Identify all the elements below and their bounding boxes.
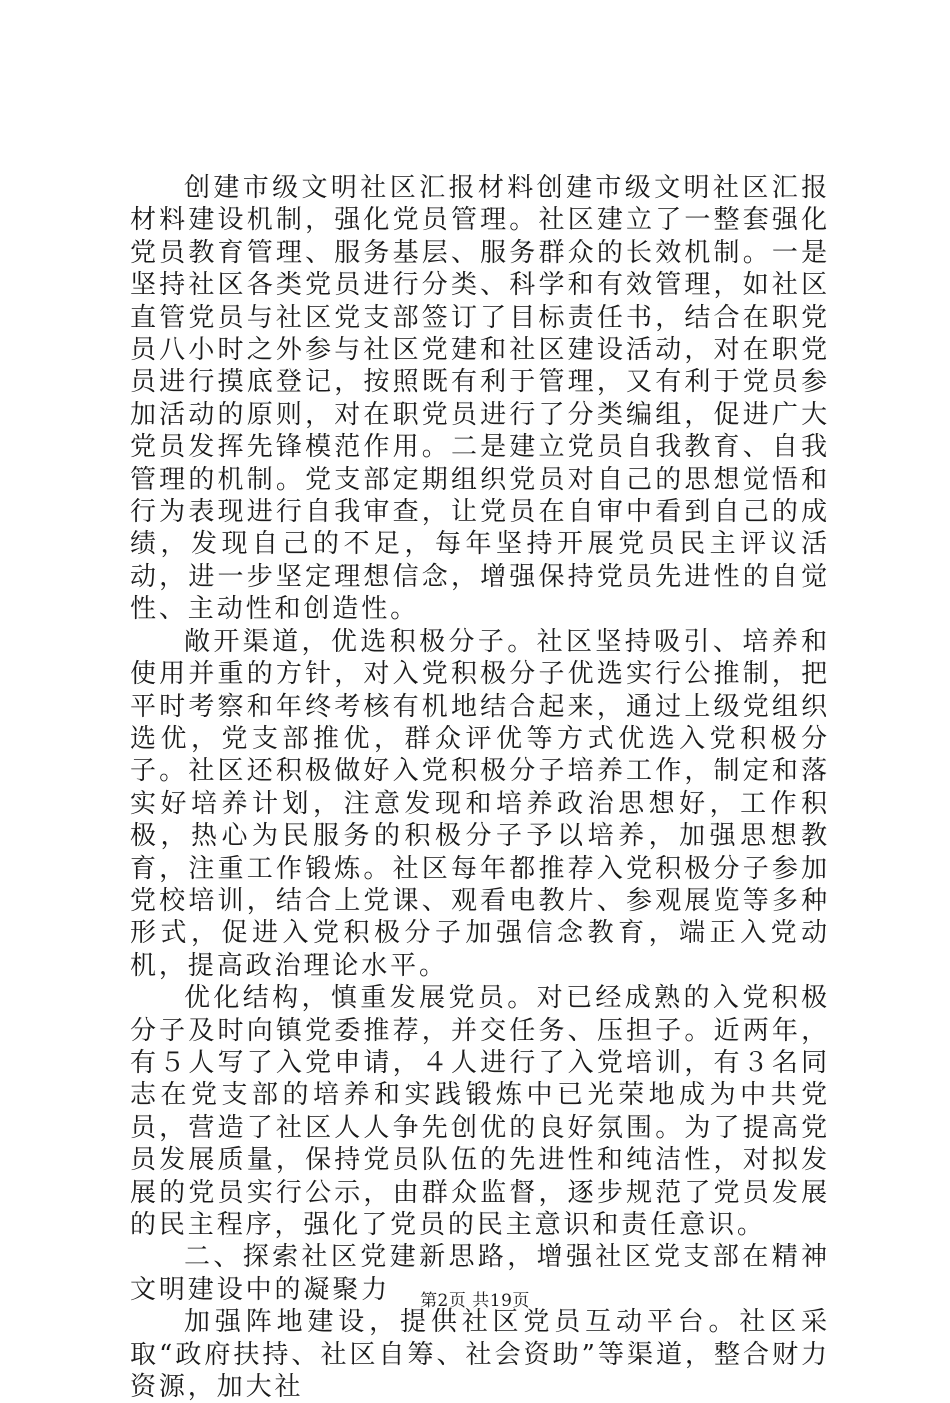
paragraph-position-building: 加强阵地建设，提供社区党员互动平台。社区采取“政府扶持、社区自筹、社会资助”等渠道，整合财力资源，加大社 (130, 1307, 830, 1403)
paragraph-member-development: 优化结构，慎重发展党员。对已经成熟的入党积极分子及时向镇党委推荐，并交任务、压担子。近两年，有５人写了入党申请，４人进行了入党培训，有３名同志在党支部的培养和实践锻炼中已光荣地成为中共党员，营造了社区人人争先创优的良好氛围。为了提高党员发展质量，保持党员队伍的先进性和纯洁性，对拟发展的党员实行公示，由群众监督，逐步规范了党员发展的民主程序，强化了党员的民主意识和责任意识。 (130, 983, 830, 1240)
paragraph-party-member-management: 创建市级文明社区汇报材料创建市级文明社区汇报材料建设机制，强化党员管理。社区建立了一整套强化党员教育管理、服务基层、服务群众的长效机制。一是坚持社区各类党员进行分类、科学和有效管理，如社区直管党员与社区党支部签订了目标责任书，结合在职党员八小时之外参与社区党建和社区建设活动，对在职党员进行摸底登记，按照既有利于管理，又有利于党员参加活动的原则，对在职党员进行了分类编组，促进广大党员发挥先锋模范作用。二是建立党员自我教育、自我管理的机制。党支部定期组织党员对自己的思想觉悟和行为表现进行自我审查，让党员在自审中看到自己的成绩，发现自己的不足，每年坚持开展党员民主评议活动，进一步坚定理想信念，增强保持党员先进性的自觉性、主动性和创造性。 (130, 173, 830, 625)
page-number-footer: 第2页 共19页 (420, 1291, 530, 1311)
document-body (130, 172, 830, 1403)
paragraph-activist-selection: 敞开渠道，优选积极分子。社区坚持吸引、培养和使用并重的方针，对入党积极分子优选实行公推制，把平时考察和年终考核有机地结合起来，通过上级党组织选优，党支部推优，群众评优等方式优选入党积极分子。社区还积极做好入党积极分子培养工作，制定和落实好培养计划，注意发现和培养政治思想好，工作积极，热心为民服务的积极分子予以培养，加强思想教育，注重工作锻炼。社区每年都推荐入党积极分子参加党校培训，结合上党课、观看电教片、参观展览等多种形式，促进入党积极分子加强信念教育，端正入党动机，提高政治理论水平。 (130, 626, 830, 981)
section-heading-two: 二、探索社区党建新思路，增强社区党支部在精神文明建设中的凝聚力 (130, 1242, 830, 1305)
